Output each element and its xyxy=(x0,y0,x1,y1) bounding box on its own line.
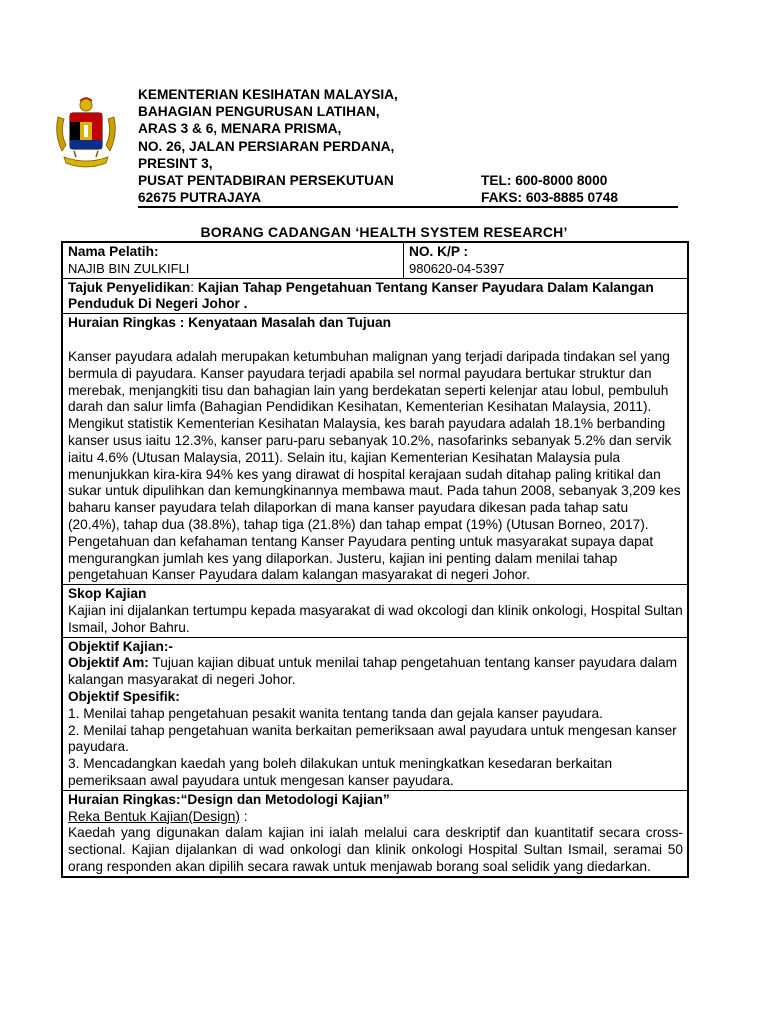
letterhead xyxy=(138,86,678,206)
research-title-cell xyxy=(63,279,687,315)
trainee-kp-label: NO. K/P : xyxy=(409,244,469,259)
objectives-cell xyxy=(63,638,687,791)
general-objective-text: Tujuan kajian dibuat untuk menilai tahap pengetahuan tentang kanser payudara dalam kalangan masyarakat di negeri Johor. xyxy=(68,655,677,688)
specific-objective-item: 1. Menilai tahap pengetahuan pesakit wanita tentang tanda dan gejala kanser payudara. xyxy=(68,705,603,721)
design-heading: Huraian Ringkas:“Design dan Metodologi Kajian” xyxy=(68,791,390,807)
trainee-name-label: Nama Pelatih: xyxy=(68,244,159,259)
summary-body: Kanser payudara adalah merupakan ketumbuhan malignan yang terjadi daripada tindakan sel yang bermula di payudara. Kanser payudara terjadi apabila sel normal payudara bertukar struktur dan merebak, menjangkiti tisu dan bahagian lain yang berdekatan seperti kelenjar atau lobul, pembuluh darah dan salur limfa (Bahagian Pendidikan Kesihatan, Kementerian Kesihatan Malaysia, 2011). Mengikut statistik Kementerian Kesihatan Malaysia, kes barah payudara adalah 18.1% berbanding kanser usus iaitu 12.3%, kanser paru-paru sebanyak 10.2%, nasofarinks sebanyak 5.2% dan servik iaitu 4.6% (Utusan Malaysia, 2011). Selain itu, kajian Kementerian Kesihatan Malaysia pula menunjukkan kira-kira 94% kes yang dirawat di hospital kerajaan sudah ditahap paling kritikal dan sukar untuk dipulihkan dan kemungkinannya membawa maut. Pada tahun 2008, sebanyak 3,209 kes baharu kanser payudara telah dilaporkan di mana kanser payudara dikesan pada tahap satu (20.4%), tahap dua (38.8%), tahap tiga (21.8%) dan tahap empat (19%) (Utusan Borneo, 2017). Pengetahuan dan kefahaman tentang Kanser Payudara penting untuk masyarakat supaya dapat mengurangkan jumlah kes yang dilaporkan. Justeru, kajian ini penting dalam menilai tahap pengetahuan Kanser Payudara dalam kalangan masyarakat di negeri Johor. xyxy=(68,348,681,583)
letterhead-row xyxy=(138,189,678,206)
design-body: Kaedah yang digunakan dalam kajian ini ialah melalui cara deskriptif dan kuantitatif secara cross- sectional. Kajian dijalankan di wad onkologi dan klinik onkologi Hospital Sultan Ismail, seramai 50 orang responden akan dipilih secara rawak untuk menjawab borang soal selidik yang diedarkan. xyxy=(68,825,683,874)
summary-cell xyxy=(63,314,687,585)
letterhead-line: 62675 PUTRAJAYA xyxy=(138,190,262,206)
letterhead-line: KEMENTERIAN KESIHATAN MALAYSIA, xyxy=(138,87,398,102)
general-objective-label: Objektif Am: xyxy=(68,655,149,671)
letterhead-line: PUSAT PENTADBIRAN PERSEKUTUAN xyxy=(138,173,394,189)
research-title-value: Kajian Tahap Pengetahuan Tentang Kanser Payudara Dalam Kalangan Penduduk Di Negeri Johor . xyxy=(68,279,654,312)
letterhead-line: PRESINT 3, xyxy=(138,155,213,171)
objectives-heading: Objektif Kajian:- xyxy=(68,638,173,654)
proposal-form xyxy=(61,241,689,878)
trainee-name-value: NAJIB BIN ZULKIFLI xyxy=(68,260,190,276)
trainee-kp-value: 980620-04-5397 xyxy=(409,260,505,276)
general-objective xyxy=(68,655,683,689)
trainee-name-cell xyxy=(63,243,404,278)
scope-body: Kajian ini dijalankan tertumpu kepada masyarakat di wad okcologi dan klinik onkologi, Hospital Sultan Ismail, Johor Bahru. xyxy=(68,602,683,635)
trainee-row xyxy=(63,243,687,279)
coat-of-arms-logo xyxy=(50,95,122,173)
fax: FAKS: 603-8885 0748 xyxy=(481,190,618,206)
letterhead-row xyxy=(138,172,678,189)
form-title: BORANG CADANGAN ‘HEALTH SYSTEM RESEARCH’ xyxy=(200,224,568,240)
research-title-colon: : xyxy=(190,279,198,295)
scope-heading: Skop Kajian xyxy=(68,586,147,602)
specific-objective-label: Objektif Spesifik: xyxy=(68,688,180,704)
telephone: TEL: 600-8000 8000 xyxy=(481,173,608,189)
summary-heading: Huraian Ringkas : Kenyataan Masalah dan Tujuan xyxy=(68,315,391,331)
trainee-kp-cell xyxy=(404,243,687,278)
header-divider xyxy=(138,206,678,208)
letterhead-line: NO. 26, JALAN PERSIARAN PERDANA, xyxy=(138,138,395,154)
design-cell xyxy=(63,791,687,876)
specific-objective-item: 2. Menilai tahap pengetahuan wanita berkaitan pemeriksaan awal payudara untuk mengesan kanser payudara. xyxy=(68,722,677,755)
specific-objective-item: 3. Mencadangkan kaedah yang boleh dilakukan untuk meningkatkan kesedaran berkaitan pemeriksaan awal payudara untuk mengesan kanser payudara. xyxy=(68,756,613,788)
design-sub-label: Reka Bentuk Kajian(Design) xyxy=(68,808,240,824)
letterhead-line: ARAS 3 & 6, MENARA PRISMA, xyxy=(138,121,342,137)
design-sub-colon: : xyxy=(239,808,248,824)
scope-cell xyxy=(63,585,687,637)
research-title-label: Tajuk Penyelidikan xyxy=(68,279,191,295)
letterhead-line: BAHAGIAN PENGURUSAN LATIHAN, xyxy=(138,104,380,120)
design-subheading xyxy=(68,809,683,826)
